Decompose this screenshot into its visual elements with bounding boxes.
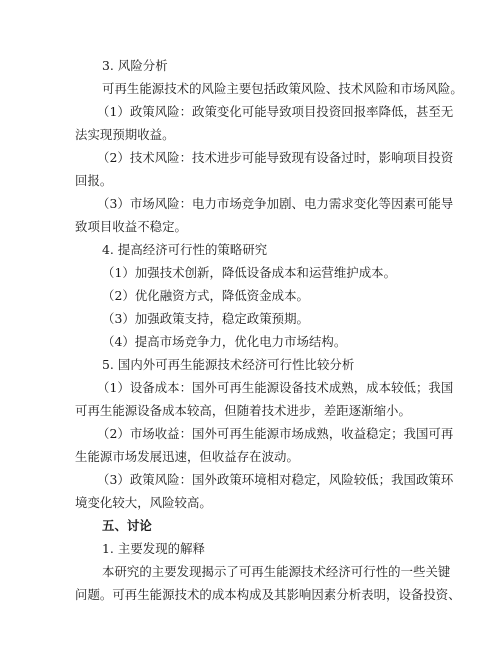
- list-item-continuation: 回报。: [75, 173, 113, 188]
- paragraph-line: 可再生能源技术的风险主要包括政策风险、技术风险和市场风险。: [102, 81, 463, 96]
- list-item-continuation: 境变化较大，风险较高。: [75, 495, 212, 510]
- paragraph-line: 本研究的主要发现揭示了可再生能源技术经济可行性的一些关键: [102, 564, 451, 579]
- section-heading-findings: 1. 主要发现的解释: [102, 541, 205, 556]
- section-heading-risk-analysis: 3. 风险分析: [102, 58, 168, 73]
- paragraph-line: 问题。可再生能源技术的成本构成及其影响因素分析表明，设备投资、: [75, 587, 461, 602]
- list-item-strategy-1: （1）加强技术创新，降低设备成本和运营维护成本。: [102, 265, 397, 280]
- list-item-continuation: 法实现预期收益。: [75, 127, 175, 142]
- list-item-market-risk: （3）市场风险：电力市场竞争加剧、电力需求变化等因素可能导: [97, 196, 454, 211]
- list-item-strategy-2: （2）优化融资方式，降低资金成本。: [102, 288, 309, 303]
- list-item-strategy-4: （4）提高市场竞争力，优化电力市场结构。: [102, 334, 347, 349]
- list-item-policy-risk: （1）政策风险：政策变化可能导致项目投资回报率降低，甚至无: [97, 104, 454, 119]
- list-item-equipment-cost: （1）设备成本：国外可再生能源设备技术成熟，成本较低；我国: [97, 380, 454, 395]
- list-item-market-revenue: （2）市场收益：国外可再生能源市场成熟，收益稳定；我国可再: [97, 426, 454, 441]
- list-item-continuation: 致项目收益不稳定。: [75, 219, 187, 234]
- list-item-policy-risk-compare: （3）政策风险：国外政策环境相对稳定，风险较低；我国政策环: [97, 472, 454, 487]
- chapter-heading-discussion: 五、讨论: [102, 518, 152, 533]
- list-item-continuation: 生能源市场发展迅速，但收益存在波动。: [75, 449, 299, 464]
- list-item-tech-risk: （2）技术风险：技术进步可能导致现有设备过时，影响项目投资: [97, 150, 454, 165]
- section-heading-comparison: 5. 国内外可再生能源技术经济可行性比较分析: [102, 357, 355, 372]
- list-item-strategy-3: （3）加强政策支持，稳定政策预期。: [102, 311, 309, 326]
- list-item-continuation: 可再生能源设备成本较高，但随着技术进步，差距逐渐缩小。: [75, 403, 411, 418]
- section-heading-strategy: 4. 提高经济可行性的策略研究: [102, 242, 268, 257]
